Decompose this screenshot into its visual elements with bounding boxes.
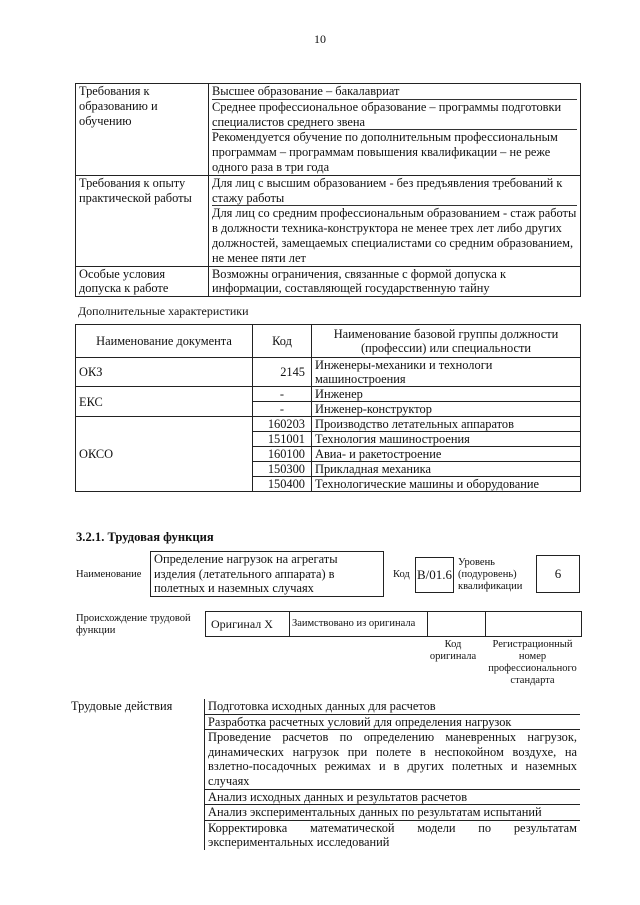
table-row	[68, 699, 580, 850]
table-row	[76, 175, 581, 266]
table-row	[76, 358, 581, 387]
table-row	[76, 387, 581, 402]
row-content	[209, 266, 581, 297]
header-code: Код	[253, 325, 312, 358]
code-cell: -	[253, 402, 312, 417]
list-item: Высшее образование – бакалавриат	[212, 84, 577, 100]
list-item: Анализ исходных данных и результатов расчетов	[205, 790, 580, 806]
header-name: Наименование базовой группы должности (профессии) или специальности	[312, 325, 581, 358]
code-cell: -	[253, 387, 312, 402]
code-label: Код	[393, 569, 410, 580]
name-cell: Прикладная механика	[312, 462, 581, 477]
additional-table	[75, 324, 581, 492]
list-item: Для лиц с высшим образованием - без предъявления требований к стажу работы	[212, 176, 577, 207]
requirements-table	[75, 83, 581, 297]
origin-label: Происхождение трудовой функции	[76, 613, 191, 636]
code-caption: Код оригинала	[429, 639, 477, 662]
list-item: Среднее профессиональное образование – программы подготовки специалистов среднего звена	[212, 100, 577, 131]
level-value: 6	[536, 555, 580, 593]
row-content	[209, 84, 581, 176]
doc-eks: ЕКС	[76, 387, 253, 417]
origin-code-cell	[428, 612, 486, 636]
code-cell: 2145	[253, 358, 312, 387]
name-cell: Инженер	[312, 387, 581, 402]
table-row	[76, 84, 581, 176]
list-item: Для лиц со средним профессиональным образованием - стаж работы в должности техника-конструктора не менее трех лет либо других должностей, замещаемых специалистами со средним образованием, не менее пяти лет	[212, 206, 577, 265]
name-cell: Производство летательных аппаратов	[312, 417, 581, 432]
actions-label: Трудовые действия	[68, 699, 205, 850]
function-code: В/01.6	[415, 557, 454, 593]
actions-table	[68, 699, 580, 850]
table-row	[76, 417, 581, 432]
code-cell: 160203	[253, 417, 312, 432]
header-row	[76, 325, 581, 358]
row-content	[209, 175, 581, 266]
name-cell: Технология машиностроения	[312, 432, 581, 447]
list-item: Корректировка математической модели по результатам экспериментальных исследований	[208, 820, 577, 850]
name-label: Наименование	[76, 569, 142, 580]
list-item: Разработка расчетных условий для определения нагрузок	[205, 715, 580, 731]
row-label: Особые условия допуска к работе	[76, 266, 209, 297]
reg-caption: Регистрационный номер профессионального стандарта	[488, 639, 577, 686]
doc-okso: ОКСО	[76, 417, 253, 492]
code-cell: 150300	[253, 462, 312, 477]
list-item: Анализ экспериментальных данных по результатам испытаний	[205, 805, 580, 821]
table-row	[76, 266, 581, 297]
name-cell: Инженер-конструктор	[312, 402, 581, 417]
list-item: Рекомендуется обучение по дополнительным профессиональным программам – программам повышения квалификации – не реже одного раза в три года	[212, 130, 558, 174]
row-label: Требования к опыту практической работы	[76, 175, 209, 266]
page-number: 10	[314, 32, 326, 46]
section-title: 3.2.1. Трудовая функция	[76, 530, 214, 544]
list-item: Возможны ограничения, связанные с формой допуска к информации, составляющей государственную тайну	[212, 266, 506, 296]
name-cell: Технологические машины и оборудование	[312, 477, 581, 492]
name-cell: Авиа- и ракетостроение	[312, 447, 581, 462]
origin-borrowed: Заимствовано из оригинала	[289, 612, 428, 636]
list-item: Проведение расчетов по определению маневренных нагрузок, динамических нагрузок при полете в неспокойном воздухе, на взлетно-посадочных режимах и в других полетных и наземных случаях	[205, 730, 580, 789]
code-cell: 160100	[253, 447, 312, 462]
level-label: Уровень (подуровень) квалификации	[458, 557, 523, 592]
actions-list	[205, 699, 581, 850]
code-cell: 150400	[253, 477, 312, 492]
list-item: Подготовка исходных данных для расчетов	[205, 699, 580, 715]
row-label: Требования к образованию и обучению	[76, 84, 209, 176]
additional-caption: Дополнительные характеристики	[78, 304, 249, 318]
origin-box	[205, 611, 582, 637]
code-cell: 151001	[253, 432, 312, 447]
origin-original: Оригинал X	[206, 612, 290, 636]
function-name: Определение нагрузок на агрегаты изделия (летательного аппарата) в полетных и наземных случаях	[150, 551, 384, 597]
header-doc: Наименование документа	[76, 325, 253, 358]
doc-okz: ОКЗ	[76, 358, 253, 387]
name-cell: Инженеры-механики и технологи машиностроения	[312, 358, 581, 387]
